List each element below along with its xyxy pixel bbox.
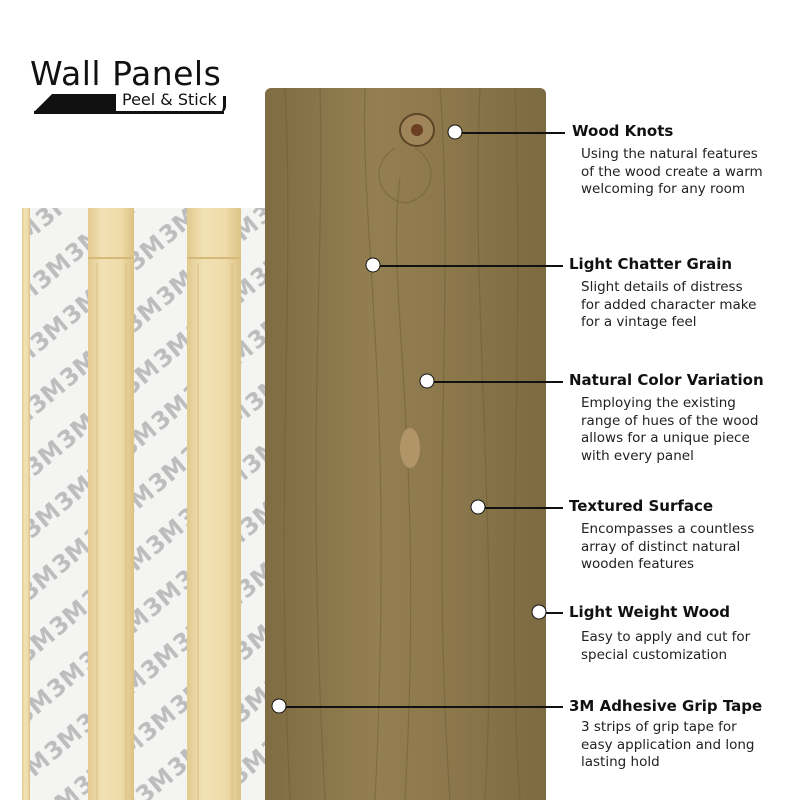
logo-title: Wall Panels — [30, 54, 222, 93]
logo-swoosh — [34, 94, 116, 112]
panel-back-adhesive — [22, 208, 306, 800]
feature-description-line: lasting hold — [581, 754, 660, 770]
feature-description-line: of the wood create a warm — [581, 163, 763, 180]
feature-description-line: wooden features — [581, 556, 695, 572]
feature-description — [581, 521, 781, 574]
feature-description-line: array of distinct natural — [581, 538, 741, 555]
callout-dot-icon — [420, 374, 435, 389]
feature-description-line: for added character make — [581, 296, 757, 313]
callout-leader-line — [455, 132, 565, 134]
feature-description-line: Easy to apply and cut for — [581, 629, 751, 645]
feature-description-line: Using the natural features — [581, 146, 758, 162]
feature-description — [581, 279, 781, 332]
feature-description-line: Encompasses a countless — [581, 521, 755, 537]
feature-description-line: allows for a unique piece — [581, 430, 750, 446]
feature-description-line: easy application and long — [581, 736, 755, 753]
logo-underline — [34, 111, 224, 114]
feature-description-line: Employing the existing — [581, 395, 736, 411]
feature-description-line: welcoming for any room — [581, 181, 745, 197]
feature-description — [581, 146, 781, 199]
feature-description-line: Slight details of distress — [581, 279, 743, 295]
feature-description-line: 3 strips of grip tape for — [581, 719, 737, 735]
callout-leader-line — [279, 706, 563, 708]
stained-wood-image — [265, 88, 546, 800]
adhesive-side-image — [22, 208, 306, 800]
feature-title: Natural Color Variation — [569, 371, 764, 389]
callout-leader-line — [427, 381, 563, 383]
feature-title: Light Weight Wood — [569, 603, 731, 621]
feature-description-line: for a vintage feel — [581, 314, 697, 330]
feature-title: Textured Surface — [569, 497, 714, 515]
feature-title: 3M Adhesive Grip Tape — [569, 697, 763, 715]
feature-description-line: range of hues of the wood — [581, 412, 759, 429]
logo-subtitle: Peel & Stick — [122, 90, 217, 109]
feature-description — [581, 629, 781, 664]
feature-title: Light Chatter Grain — [569, 255, 733, 273]
brand-logo — [30, 54, 230, 119]
feature-description — [581, 719, 781, 772]
callout-dot-icon — [366, 258, 381, 273]
feature-description-line: with every panel — [581, 447, 694, 464]
callout-dot-icon — [532, 605, 547, 620]
callout-leader-line — [373, 265, 563, 267]
callout-leader-line — [478, 507, 563, 509]
callout-dot-icon — [471, 500, 486, 515]
feature-description-line: special customization — [581, 646, 728, 663]
logo-hook — [218, 96, 226, 114]
feature-description — [581, 395, 781, 465]
feature-title: Wood Knots — [572, 122, 674, 140]
callout-dot-icon — [272, 699, 287, 714]
callout-dot-icon — [448, 125, 463, 140]
panel-front-stained-wood — [265, 88, 546, 800]
